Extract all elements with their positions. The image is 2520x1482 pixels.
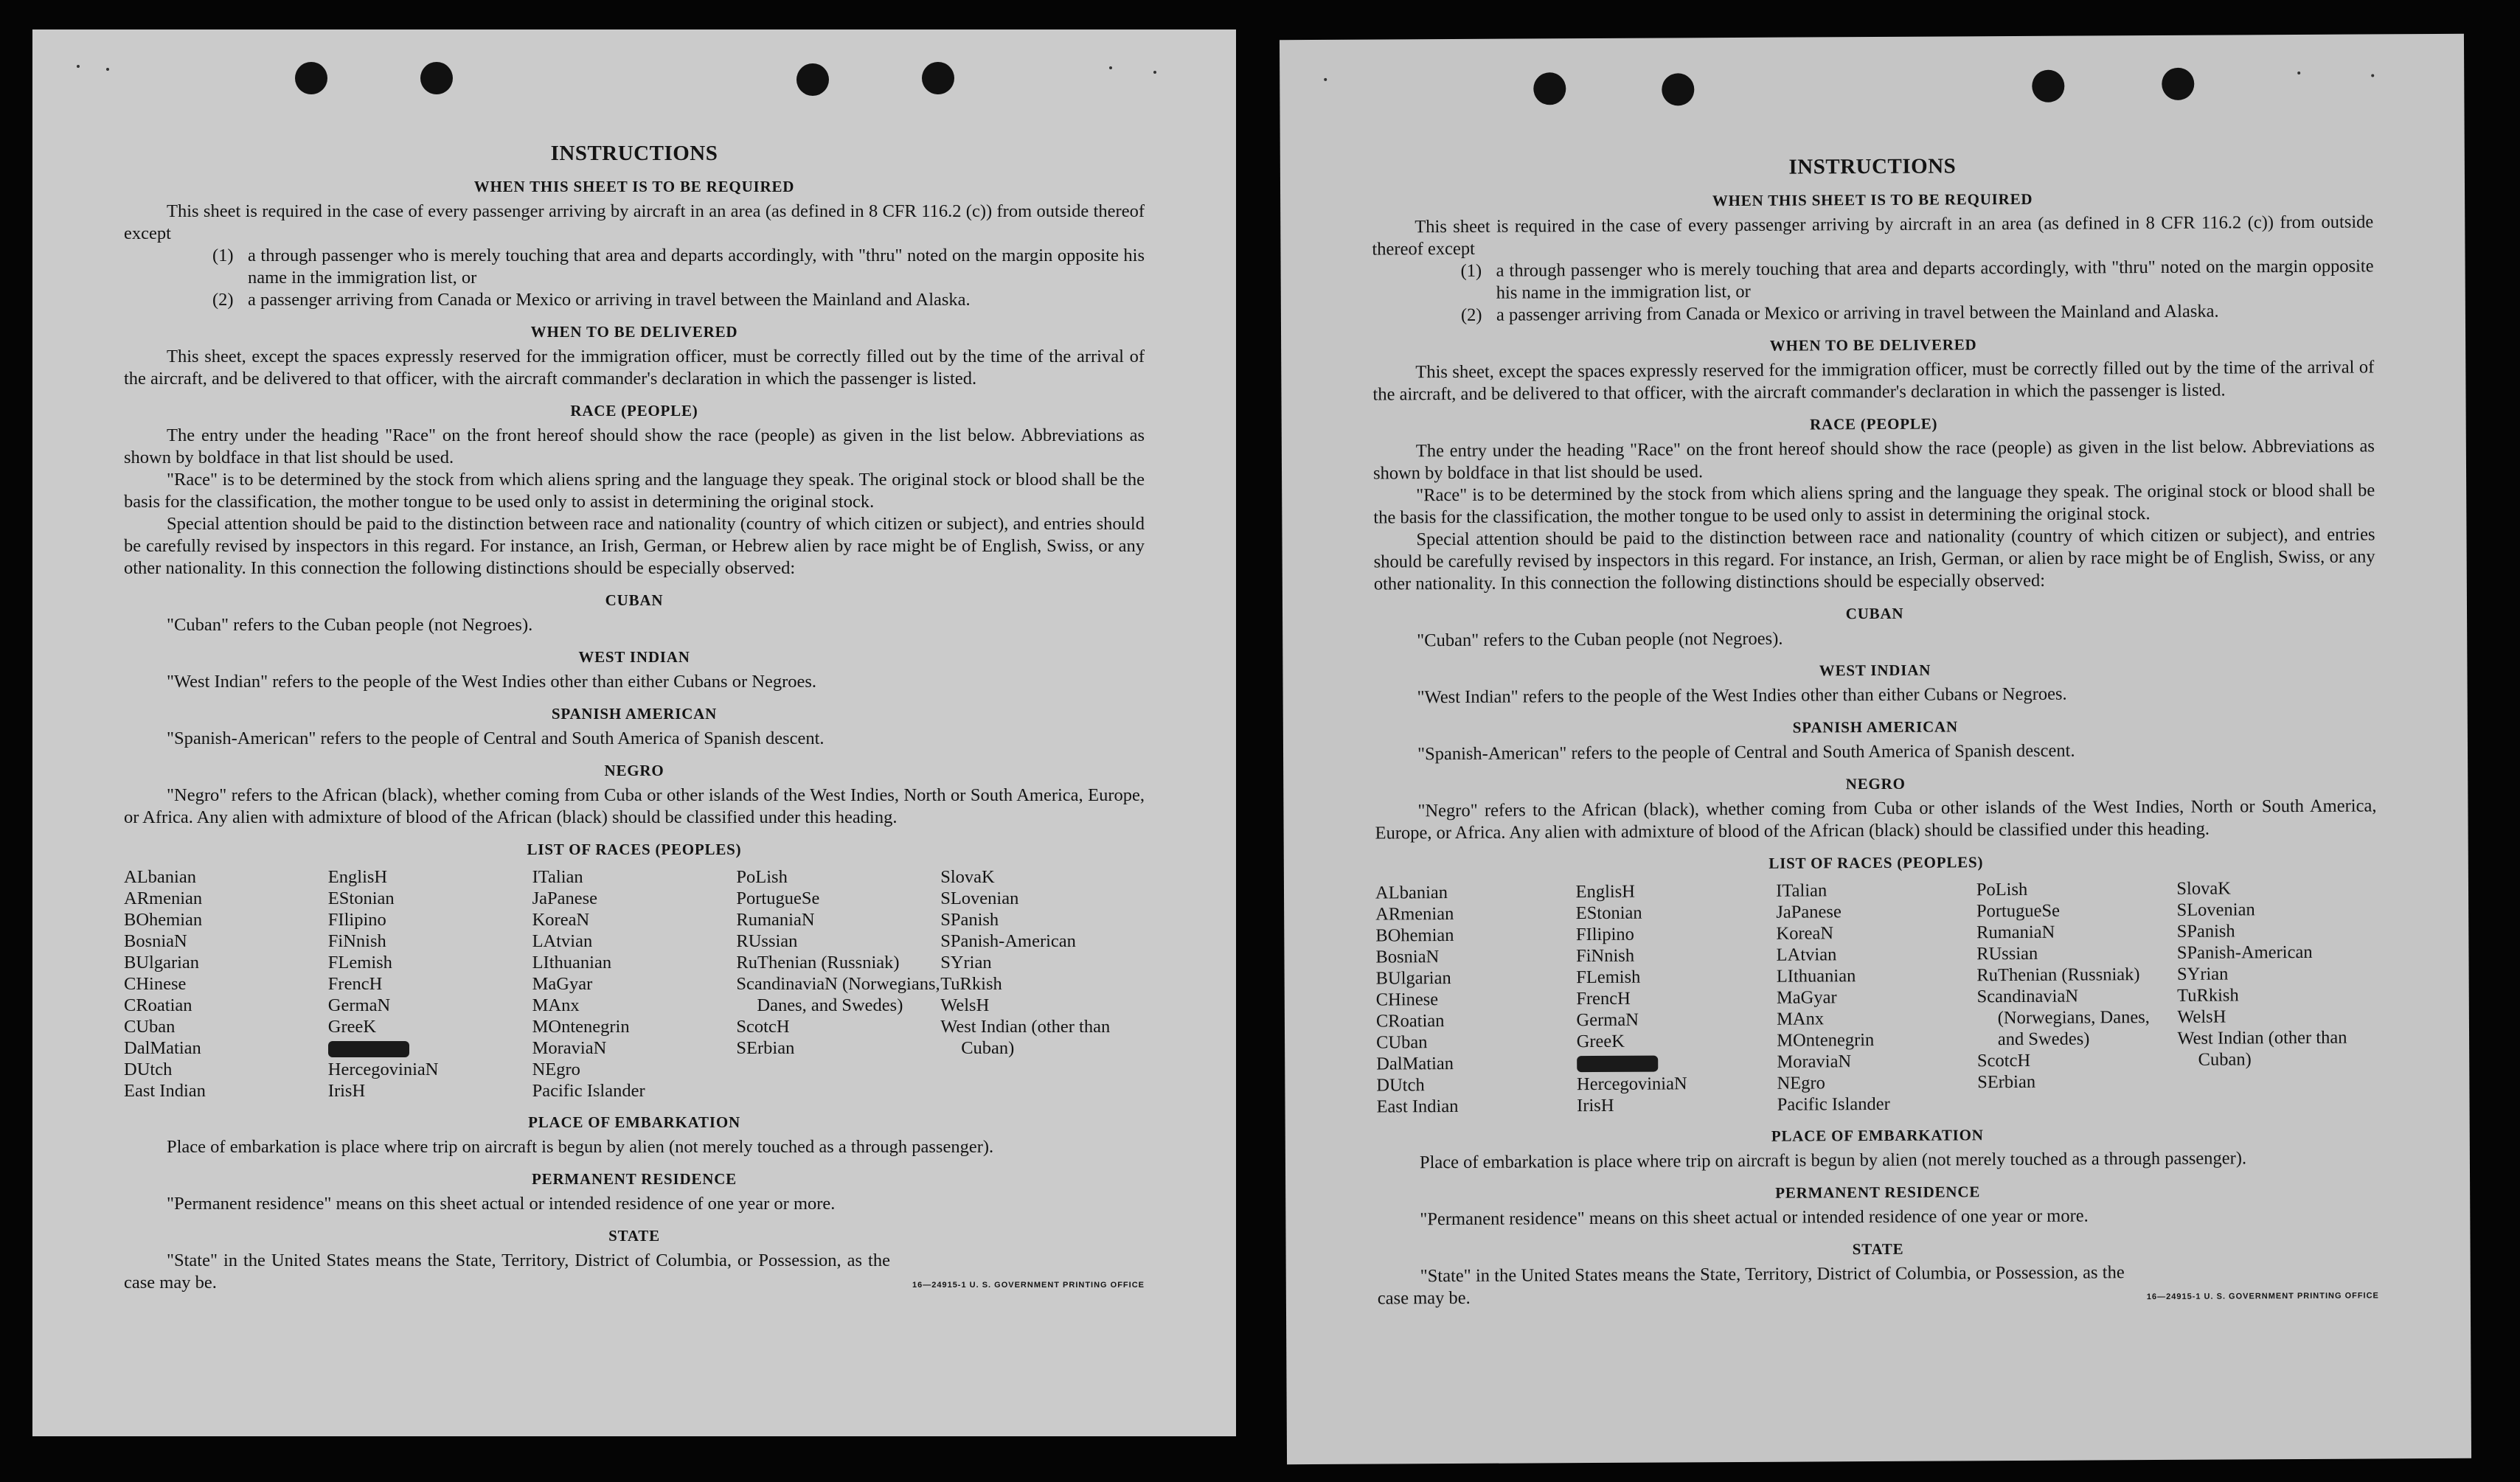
- race-entry: SLovenian: [2176, 900, 2255, 920]
- redaction-mark: [328, 1041, 409, 1057]
- race-entry: CHinese: [124, 974, 187, 994]
- race-entry: PortugueSe: [1976, 900, 2060, 922]
- punch-hole: [420, 62, 453, 94]
- race-entry: BosniaN: [124, 931, 187, 951]
- race-entry: MaGyar: [1776, 987, 1837, 1008]
- race-entry: EnglisH: [1575, 881, 1635, 902]
- race-entry: LIthuanian: [532, 953, 612, 973]
- race-entry: BOhemian: [1375, 925, 1454, 946]
- race-entry: RUssian: [1976, 943, 2038, 964]
- race-entry: DalMatian: [1376, 1054, 1454, 1074]
- speck: [1153, 71, 1156, 74]
- races-column: [124, 866, 328, 1102]
- race-paragraph: Special attention should be paid to the distinction between race and nationality (country of which citizen or subject), and entries should be carefully revised by inspectors in this regard. For instance, an Irish, German, or Hebrew alien by race might be of English, Swiss, or any other nationality. In this connection the following distinctions should be especially observed:: [124, 514, 1145, 578]
- item-number: (2): [212, 290, 234, 310]
- west-indian-heading: WEST INDIAN: [578, 648, 690, 666]
- races-list-heading: LIST OF RACES (PEOPLES): [1768, 853, 1984, 872]
- negro-heading: NEGRO: [1845, 774, 1906, 793]
- race-entry: SLovenian: [940, 888, 1019, 908]
- races-list: [124, 866, 1145, 1102]
- race-entry: ScotcH: [736, 1017, 790, 1037]
- race-entry: ITalian: [1776, 880, 1827, 901]
- speck: [77, 65, 80, 68]
- right-form-page: [1280, 34, 2471, 1464]
- race-entry: BosniaN: [1375, 947, 1440, 967]
- race-entry: RuThenian (Russniak): [736, 953, 900, 973]
- when-required-text: This sheet is required in the case of every passenger arriving by aircraft in an area (as defined in 8 CFR 116.2 (c)) from outside thereof except: [1372, 212, 2374, 260]
- item-number: (1): [212, 246, 234, 265]
- race-entry: FiNnish: [1575, 945, 1635, 967]
- race-entry: KoreaN: [1776, 923, 1834, 944]
- race-entry: DUtch: [124, 1060, 173, 1079]
- race-entry: KoreaN: [532, 910, 590, 930]
- spanish-american-text: "Spanish-American" refers to the people of Central and South America of Spanish descent.: [167, 728, 825, 748]
- race-paragraph: The entry under the heading "Race" on the front hereof should show the race (people) as given in the list below. Abbreviations as shown by boldface in that list should be used.: [1372, 436, 2375, 484]
- race-paragraph: The entry under the heading "Race" on the front hereof should show the race (people) as given in the list below. Abbreviations as shown by boldface in that list should be used.: [124, 425, 1145, 467]
- race-entry: ALbanian: [1375, 883, 1448, 903]
- when-delivered-text: This sheet, except the spaces expressly reserved for the immigration officer, must be correctly filled out by the time of the arrival of the aircraft, and be delivered to that officer, with the aircraft commander's declaration in which the passenger is listed.: [124, 347, 1145, 389]
- race-entry: SErbian: [736, 1038, 795, 1058]
- race-entry: FIlipino: [1575, 924, 1634, 945]
- race-entry: CRoatian: [1375, 1011, 1445, 1032]
- race-entry: CHinese: [1375, 989, 1439, 1010]
- race-entry: SYrian: [940, 953, 992, 973]
- race-entry: RumaniaN: [1976, 922, 2055, 943]
- race-entry: IrisH: [1577, 1095, 1614, 1116]
- printer-imprint: 16—24915-1 U. S. GOVERNMENT PRINTING OFFICE: [912, 1281, 1145, 1290]
- race-heading: RACE (PEOPLE): [570, 402, 698, 420]
- cuban-heading: CUBAN: [605, 591, 664, 609]
- race-entry: BUlgarian: [124, 953, 200, 973]
- item-text: a through passenger who is merely touching that area and departs accordingly, with "thru" noted on the margin opposite his name in the immigration list, or: [1496, 256, 2374, 303]
- race-paragraph: "Race" is to be determined by the stock from which aliens spring and the language they speak. The original stock or blood shall be the basis for the classification, the mother tongue to be used only to assist in determining the original stock.: [124, 470, 1145, 512]
- race-entry: LAtvian: [1776, 944, 1837, 965]
- exception-item: [212, 245, 1145, 289]
- race-entry: FiNnish: [327, 931, 386, 951]
- race-entry: EStonian: [327, 888, 395, 908]
- punch-hole: [1533, 72, 1566, 105]
- race-paragraph: "Race" is to be determined by the stock from which aliens spring and the language they speak. The original stock or blood shall be the basis for the classification, the mother tongue to be used only to assist in determining the original stock.: [1373, 480, 2375, 528]
- punch-hole: [2162, 68, 2194, 100]
- race-entry: BUlgarian: [1375, 968, 1451, 989]
- speck: [1109, 66, 1112, 69]
- race-entry: SPanish-American: [940, 931, 1076, 951]
- state-text: "State" in the United States means the State, Territory, District of Columbia, or Possession, as the case may be.: [1377, 1262, 2125, 1309]
- race-entry: Pacific Islander: [532, 1081, 645, 1101]
- residence-heading: PERMANENT RESIDENCE: [1775, 1183, 1981, 1202]
- races-column: [532, 866, 737, 1102]
- residence-text: "Permanent residence" means on this sheet actual or intended residence of one year or more.: [1420, 1206, 2089, 1230]
- cuban-text: "Cuban" refers to the Cuban people (not Negroes).: [1417, 628, 1783, 651]
- when-delivered-heading: WHEN TO BE DELIVERED: [1769, 335, 1977, 355]
- race-entry: SYrian: [2176, 964, 2229, 984]
- state-heading: STATE: [1852, 1239, 1904, 1259]
- race-entry: West Indian (other than Cuban): [2177, 1027, 2347, 1070]
- race-entry: HercegoviniaN: [1576, 1074, 1687, 1095]
- speck: [1324, 78, 1327, 81]
- races-column: [2176, 877, 2378, 1113]
- race-entry: HercegoviniaN: [327, 1060, 439, 1079]
- race-entry: DalMatian: [124, 1038, 201, 1058]
- race-entry: PoLish: [1976, 879, 2028, 900]
- race-entry: East Indian: [1376, 1096, 1459, 1117]
- races-list-heading: LIST OF RACES (PEOPLES): [527, 841, 742, 858]
- race-entry: BOhemian: [124, 910, 203, 930]
- punch-hole: [796, 63, 829, 96]
- state-heading: STATE: [608, 1227, 660, 1245]
- race-entry: SPanish-American: [2176, 942, 2313, 963]
- race-entry: PortugueSe: [736, 888, 820, 908]
- punch-hole: [2032, 70, 2064, 102]
- race-entry: FrencH: [1576, 988, 1631, 1009]
- race-entry: ScandinaviaN (Norwegians, Danes, and Swedes): [1976, 986, 2150, 1050]
- race-entry: ScotcH: [1976, 1050, 2031, 1071]
- item-text: a passenger arriving from Canada or Mexico or arriving in travel between the Mainland and Alaska.: [248, 290, 971, 310]
- race-entry: West Indian (other than Cuban): [940, 1017, 1111, 1058]
- race-entry: SErbian: [1977, 1071, 2036, 1093]
- race-entry: LAtvian: [532, 931, 593, 951]
- redaction-mark: [1577, 1056, 1658, 1073]
- race-entry: GreeK: [1576, 1031, 1625, 1052]
- item-text: a passenger arriving from Canada or Mexico or arriving in travel between the Mainland and Alaska.: [1496, 301, 2219, 325]
- race-entry: ITalian: [532, 867, 583, 887]
- speck: [106, 68, 109, 71]
- state-text: "State" in the United States means the State, Territory, District of Columbia, or Possession, as the case may be.: [124, 1250, 890, 1293]
- race-entry: CRoatian: [124, 995, 192, 1015]
- races-column: [736, 866, 940, 1102]
- races-column: [1375, 881, 1577, 1117]
- race-entry: RuThenian (Russniak): [1976, 964, 2140, 986]
- when-required-heading: WHEN THIS SHEET IS TO BE REQUIRED: [473, 178, 795, 195]
- redacted-entry: [1577, 1051, 1777, 1074]
- race-entry: ARmenian: [1375, 903, 1454, 925]
- race-entry: MoraviaN: [532, 1038, 607, 1058]
- race-entry: PoLish: [736, 867, 788, 887]
- item-number: (1): [1460, 260, 1482, 281]
- race-entry: MOntenegrin: [1777, 1030, 1875, 1051]
- punch-hole: [922, 62, 954, 94]
- race-entry: TuRkish: [2177, 985, 2239, 1006]
- race-entry: GermaN: [327, 995, 391, 1015]
- race-entry: ALbanian: [124, 867, 196, 887]
- negro-heading: NEGRO: [604, 762, 664, 779]
- race-entry: FIlipino: [327, 910, 386, 930]
- race-entry: MaGyar: [532, 974, 593, 994]
- race-entry: NEgro: [532, 1060, 580, 1079]
- negro-text: "Negro" refers to the African (black), whether coming from Cuba or other islands of the West Indies, North or South America, Europe, or Africa. Any alien with admixture of blood of the African (black) should be classified under this heading.: [124, 785, 1145, 827]
- race-entry: EnglisH: [327, 867, 388, 887]
- footer: [1378, 1260, 2379, 1309]
- instructions-title: INSTRUCTIONS: [550, 142, 718, 165]
- race-entry: SPanish: [940, 910, 999, 930]
- embarkation-heading: PLACE OF EMBARKATION: [1771, 1126, 1984, 1145]
- races-column: [1776, 879, 1977, 1115]
- race-entry: Pacific Islander: [1777, 1093, 1890, 1115]
- race-paragraph: Special attention should be paid to the distinction between race and nationality (country of which citizen or subject), and entries should be carefully revised by inspectors in this regard. For instance, an Irish, German, or alien by race might be of English, Swiss, or any other nationality. In this connection the following distinctions should be especially observed:: [1373, 524, 2375, 594]
- footer: [124, 1250, 1145, 1294]
- redacted-entry: [328, 1037, 532, 1059]
- race-entry: FrencH: [327, 974, 383, 994]
- residence-heading: PERMANENT RESIDENCE: [532, 1170, 737, 1188]
- race-entry: GermaN: [1576, 1009, 1639, 1031]
- race-entry: CUban: [1376, 1032, 1428, 1053]
- item-number: (2): [1460, 305, 1482, 325]
- spanish-american-text: "Spanish-American" refers to the people of Central and South America of Spanish descent.: [1417, 740, 2075, 765]
- residence-text: "Permanent residence" means on this sheet actual or intended residence of one year or more.: [167, 1194, 836, 1214]
- speck: [2297, 72, 2300, 74]
- race-entry: IrisH: [327, 1081, 366, 1101]
- punch-hole: [295, 62, 327, 94]
- spanish-american-heading: SPANISH AMERICAN: [551, 705, 718, 723]
- race-entry: MoraviaN: [1777, 1051, 1852, 1072]
- races-column: [1576, 880, 1777, 1116]
- races-column: [1976, 878, 2178, 1114]
- race-entry: GreeK: [327, 1017, 377, 1037]
- instructions-title: INSTRUCTIONS: [1788, 154, 1957, 179]
- race-entry: MOntenegrin: [532, 1017, 630, 1037]
- race-heading: RACE (PEOPLE): [1810, 414, 1938, 434]
- item-text: a through passenger who is merely touching that area and departs accordingly, with "thru" noted on the margin opposite his name in the immigration list, or: [248, 246, 1145, 288]
- race-entry: WelsH: [940, 995, 990, 1015]
- races-column: [328, 866, 532, 1102]
- punch-hole: [1662, 73, 1694, 105]
- race-entry: East Indian: [124, 1081, 206, 1101]
- race-entry: RUssian: [736, 931, 798, 951]
- race-entry: ARmenian: [124, 888, 203, 908]
- race-entry: SlovaK: [940, 867, 995, 887]
- spanish-american-heading: SPANISH AMERICAN: [1792, 717, 1958, 737]
- west-indian-text: "West Indian" refers to the people of the West Indies other than either Cubans or Negroes.: [167, 672, 817, 692]
- negro-text: "Negro" refers to the African (black), whether coming from Cuba or other islands of the West Indies, North or South America, Europe, or Africa. Any alien with admixture of blood of the African (black) should be classified under this heading.: [1375, 796, 2377, 843]
- race-entry: RumaniaN: [736, 910, 815, 930]
- embarkation-heading: PLACE OF EMBARKATION: [528, 1113, 740, 1131]
- printer-imprint: 16—24915-1 U. S. GOVERNMENT PRINTING OFFICE: [2146, 1291, 2379, 1302]
- races-list: [1375, 877, 2378, 1117]
- when-delivered-text: This sheet, except the spaces expressly reserved for the immigration officer, must be correctly filled out by the time of the arrival of the aircraft, and be delivered to that officer, with the aircraft commander's declaration in which the passenger is listed.: [1372, 357, 2375, 405]
- west-indian-text: "West Indian" refers to the people of the West Indies other than either Cubans or Negroes.: [1417, 683, 2067, 708]
- exception-item: [1461, 299, 2374, 326]
- when-required-heading: WHEN THIS SHEET IS TO BE REQUIRED: [1712, 189, 2033, 210]
- embarkation-text: Place of embarkation is place where trip on aircraft is begun by alien (not merely touched as a through passenger).: [167, 1137, 994, 1157]
- race-entry: FLemish: [1576, 967, 1641, 988]
- embarkation-text: Place of embarkation is place where trip on aircraft is begun by alien (not merely touched as a through passenger).: [1419, 1148, 2247, 1173]
- race-entry: MAnx: [1777, 1009, 1825, 1029]
- exception-item: [212, 289, 1145, 311]
- race-entry: LIthuanian: [1776, 966, 1856, 987]
- west-indian-heading: WEST INDIAN: [1819, 661, 1931, 680]
- race-entry: MAnx: [532, 995, 580, 1015]
- when-delivered-heading: WHEN TO BE DELIVERED: [530, 323, 738, 341]
- race-entry: SlovaK: [2176, 878, 2231, 899]
- races-column: [940, 866, 1145, 1102]
- cuban-heading: CUBAN: [1845, 604, 1904, 623]
- speck: [2371, 74, 2374, 77]
- cuban-text: "Cuban" refers to the Cuban people (not Negroes).: [167, 615, 533, 635]
- left-form-page: [32, 29, 1236, 1436]
- when-required-text: This sheet is required in the case of every passenger arriving by aircraft in an area (as defined in 8 CFR 116.2 (c)) from outside thereof except: [124, 201, 1145, 243]
- exception-item: [1461, 255, 2374, 304]
- race-entry: CUban: [124, 1017, 176, 1037]
- race-entry: SPanish: [2176, 921, 2235, 942]
- race-entry: JaPanese: [1776, 902, 1842, 922]
- race-entry: WelsH: [2177, 1006, 2226, 1027]
- race-entry: EStonian: [1575, 902, 1642, 924]
- race-entry: ScandinaviaN (Norwegians, Danes, and Swedes): [736, 974, 940, 1015]
- race-entry: NEgro: [1777, 1073, 1825, 1093]
- race-entry: TuRkish: [940, 974, 1002, 994]
- race-entry: FLemish: [327, 953, 392, 973]
- race-entry: JaPanese: [532, 888, 598, 908]
- race-entry: DUtch: [1376, 1075, 1425, 1096]
